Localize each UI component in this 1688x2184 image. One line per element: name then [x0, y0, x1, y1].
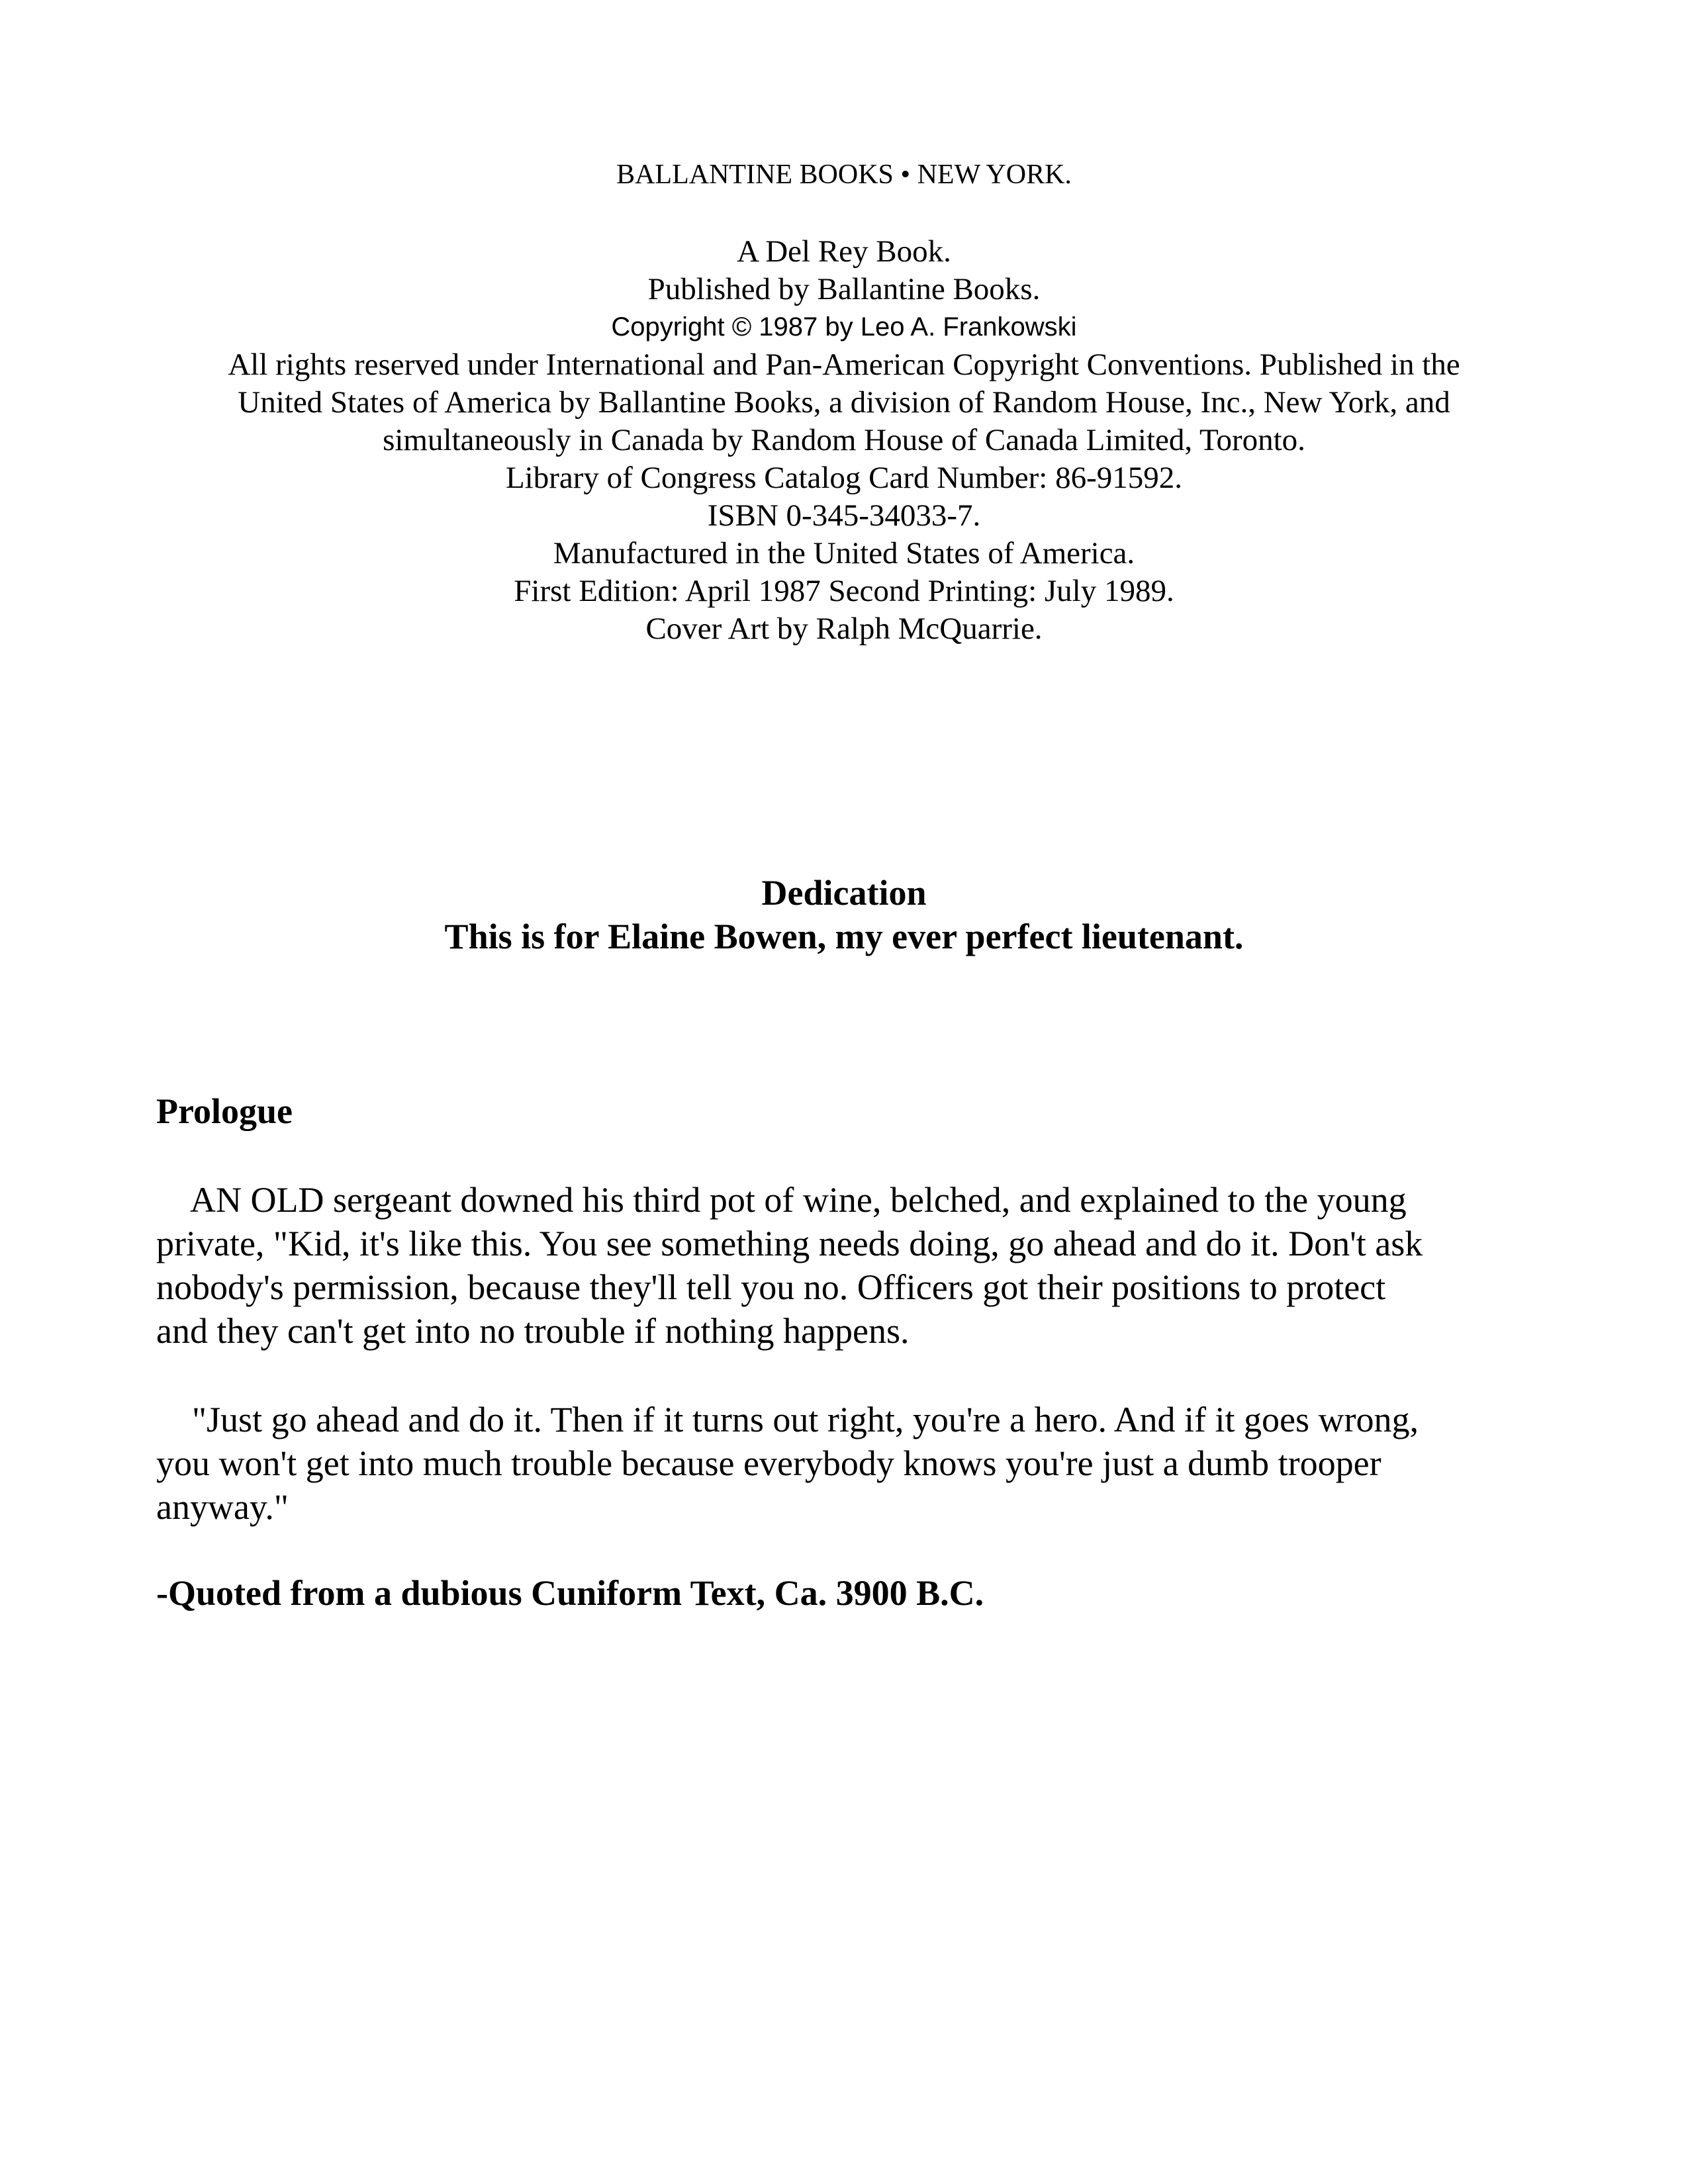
prologue-heading: Prologue [156, 1091, 293, 1131]
paragraph-line: private, "Kid, it's like this. You see something needs doing, go ahead and do it. Don't ask [156, 1224, 1423, 1263]
paragraph-line: AN OLD sergeant downed his third pot of wine, belched, and explained to the young [156, 1180, 1407, 1220]
manufactured-line: Manufactured in the United States of America. [553, 536, 1135, 570]
prologue-paragraph-2 [156, 1398, 1540, 1529]
paragraph-line: nobody's permission, because they'll tell you no. Officers got their positions to protect [156, 1267, 1386, 1307]
edition-line: First Edition: April 1987 Second Printing: July 1989. [514, 574, 1174, 608]
paragraph-line: "Just go ahead and do it. Then if it turns out right, you're a hero. And if it goes wrong, [156, 1400, 1419, 1439]
dedication-section [0, 871, 1688, 958]
published-by-line: Published by Ballantine Books. [647, 272, 1041, 306]
dedication-text: This is for Elaine Bowen, my ever perfect lieutenant. [444, 917, 1244, 956]
rights-line: All rights reserved under International and Pan-American Copyright Conventions. Published in the [228, 347, 1460, 382]
rights-line: United States of America by Ballantine Books, a division of Random House, Inc., New York, and [238, 385, 1450, 420]
copyright-line: Copyright © 1987 by Leo A. Frankowski [611, 312, 1077, 341]
dedication-heading: Dedication [761, 873, 927, 913]
del-rey-line: A Del Rey Book. [737, 234, 951, 269]
cover-art-line: Cover Art by Ralph McQuarrie. [645, 612, 1043, 646]
paragraph-line: you won't get into much trouble because everybody knows you're just a dumb trooper [156, 1443, 1382, 1483]
paragraph-line: and they can't get into no trouble if nothing happens. [156, 1311, 910, 1351]
paragraph-line: anyway." [156, 1487, 289, 1527]
prologue-paragraph-1 [156, 1178, 1540, 1353]
lccn-line: Library of Congress Catalog Card Number: 86-91592. [505, 461, 1183, 495]
copyright-block [0, 233, 1688, 648]
quote-attribution: -Quoted from a dubious Cuniform Text, Ca. 3900 B.C. [156, 1573, 984, 1613]
isbn-line: ISBN 0-345-34033-7. [707, 498, 981, 533]
publisher-line: BALLANTINE BOOKS • NEW YORK. [616, 159, 1072, 190]
rights-line: simultaneously in Canada by Random House of Canada Limited, Toronto. [383, 423, 1305, 457]
